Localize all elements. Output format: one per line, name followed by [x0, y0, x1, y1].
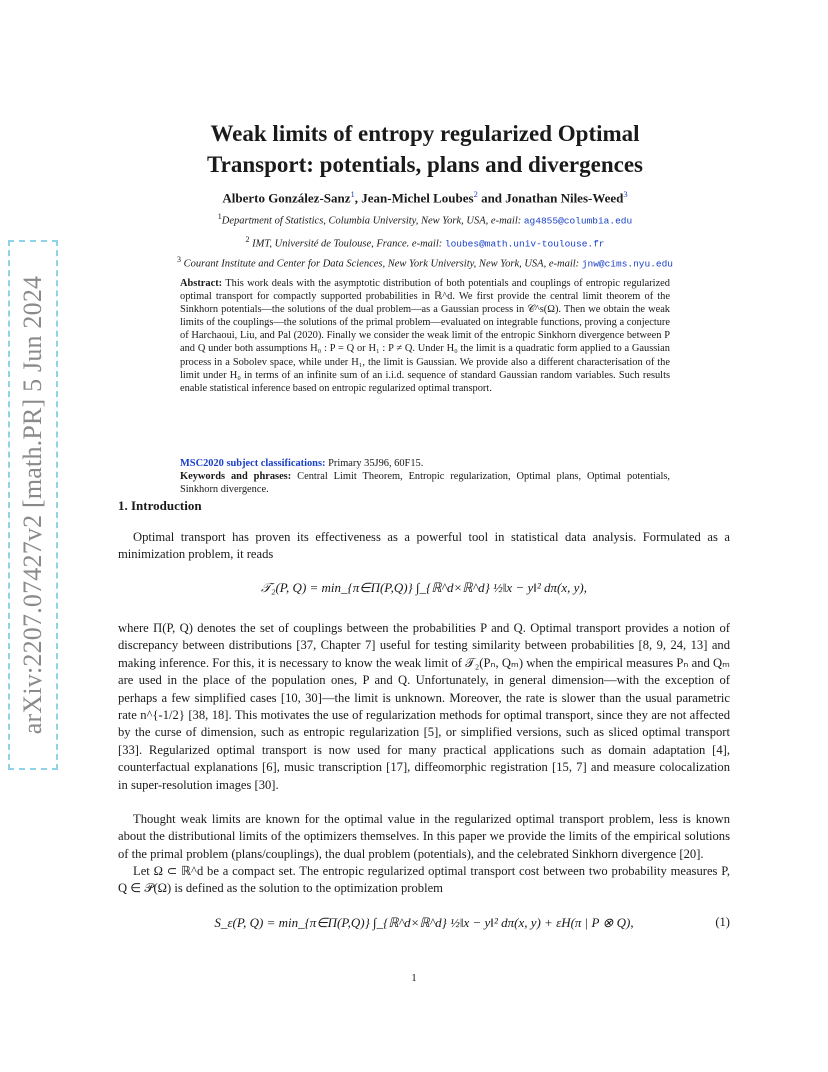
msc-label[interactable]: MSC2020 subject classifications:	[180, 458, 326, 469]
affiliation-3-text: Courant Institute and Center for Data Sciences, New York University, New York, USA, e-mail:	[183, 258, 582, 270]
paragraph-3: Thought weak limits are known for the optimal value in the regularized optimal transport problem, less is known about the distributional limits of the optimizers themselves. In this paper we provide the limits of the empirical solutions of the primal problem (plans/couplings), the dual problem (potentials), and the celebrated Sinkhorn divergence [20].	[118, 812, 730, 861]
affiliation-1	[110, 212, 740, 227]
abstract	[180, 277, 670, 395]
author-1: Alberto González-Sanz	[222, 190, 351, 206]
abstract-text: This work deals with the asymptotic distribution of both potentials and couplings of entropic regularized optimal transport for compactly supported probabilities in ℝ^d. We first provide the central limit theorem of the Sinkhorn potentials—the solutions of the dual problem—as a Gaussian process in 𝒞^s(Ω). Then we obtain the weak limits of the couplings—the solutions of the primal problem—evaluated on integrable functions, proving a conjecture of Harchaoui, Liu, and Pal (2020). Finally we consider the weak limit of the entropic Sinkhorn divergence between P and Q under both assumptions H₀ : P = Q or H₁ : P ≠ Q. Under H₀ the limit is a quadratic form applied to a Gaussian process in a Sobolev space, while under H₁, the limit is Gaussian. We provide also a different characterisation of the limit under H₀ in terms of an infinite sum of an i.i.d. sequence of standard Gaussian random variables. Such results enable statistical inference based on entropic regularized optimal transport.	[180, 278, 670, 394]
arxiv-identifier[interactable]: arXiv:2207.07427v2 [math.PR] 5 Jun 2024	[18, 275, 47, 735]
paragraph-2: where Π(P, Q) denotes the set of couplings between the probabilities P and Q. Optimal transport provides a notion of discrepancy between distributions [37, Chapter 7] useful for testing similarity between probabilities [8, 9, 24, 13] and making inference. For this, it is necessary to know the weak limit of 𝒯₂(Pₙ, Qₘ) when the empirical measures Pₙ and Qₘ are used in the place of the population ones, P and Q. Unfortunately, in general dimension—with the exception of perhaps a few simplified cases [10, 30]—the limit is unknown. Moreover, the rate is slower than the usual parametric rate n^{-1/2} [38, 18]. This motivates the use of regularization methods for optimal transport, since they are not affected by the curse of dimension, such as entropic regularization [5], or simplified versions, such as sliced optimal transport [33]. Regularized optimal transport is now used for many practical applications such as domain adaptation [4], counterfactual explanations [6], music transcription [17], diffeomorphic registration [15, 7] and measure colocalization in super-resolution images [30].	[118, 621, 730, 792]
equation-number: (1)	[715, 915, 730, 929]
author-conjunction: and	[481, 190, 503, 206]
affiliation-1-number: 1	[217, 212, 222, 221]
affiliation-3	[110, 255, 740, 270]
title-line-1: Weak limits of entropy regularized Optimal	[210, 121, 640, 146]
title-line-2: Transport: potentials, plans and divergences	[207, 152, 643, 177]
affiliation-2	[110, 235, 740, 250]
author-3: Jonathan Niles-Weed	[505, 190, 624, 206]
affiliation-3-number: 3	[176, 255, 181, 264]
affiliation-3-email[interactable]: jnw@cims.nyu.edu	[581, 258, 674, 270]
affiliation-2-email[interactable]: loubes@math.univ-toulouse.fr	[444, 238, 605, 250]
abstract-label: Abstract:	[180, 278, 223, 289]
affiliation-1-text: Department of Statistics, Columbia University, New York, USA, e-mail:	[221, 215, 524, 227]
author-2-affiliation-link[interactable]: 2	[473, 189, 478, 199]
author-2: Jean-Michel Loubes	[361, 190, 474, 206]
msc-text: Primary 35J96, 60F15.	[328, 458, 424, 469]
affiliation-2-text: IMT, Université de Toulouse, France. e-mail:	[252, 238, 445, 250]
author-list: Alberto González-Sanz$^1$, Jean-Michel Loubes$^2$ and Jonathan Niles-Weed$^3$	[222, 189, 628, 206]
author-3-affiliation-link[interactable]: 3	[623, 189, 628, 199]
paper-title	[120, 118, 730, 180]
arxiv-identifier-stamp[interactable]	[8, 240, 58, 770]
section-heading: 1. Introduction	[118, 498, 202, 513]
affiliation-1-email[interactable]: ag4855@columbia.edu	[523, 215, 633, 227]
keywords-text: Central Limit Theorem, Entropic regularization, Optimal plans, Optimal potentials, Sinkhorn divergence.	[180, 471, 671, 496]
paragraph-1: Optimal transport has proven its effectiveness as a powerful tool in statistical data analysis. Formulated as a minimization problem, it reads	[118, 530, 730, 562]
keywords-label: Keywords and phrases:	[180, 471, 292, 483]
equation-entropic-cost: S_ε(P, Q) = min_{π∈Π(P,Q)} ∫_{ℝ^d×ℝ^d} ½‖x − y‖² dπ(x, y) + εH(π | P ⊗ Q),	[214, 915, 634, 930]
affiliation-2-number: 2	[245, 235, 250, 244]
equation-optimal-transport: 𝒯₂(P, Q) = min_{π∈Π(P,Q)} ∫_{ℝ^d×ℝ^d} ½‖x − y‖² dπ(x, y),	[260, 580, 587, 595]
page-number: 1	[411, 972, 417, 984]
classification-block	[180, 457, 670, 496]
author-1-affiliation-link[interactable]: 1	[350, 189, 355, 199]
paragraph-4: Let Ω ⊂ ℝ^d be a compact set. The entropic regularized optimal transport cost between two probability measures P, Q ∈ 𝒫(Ω) is defined as the solution to the optimization problem	[118, 864, 730, 896]
